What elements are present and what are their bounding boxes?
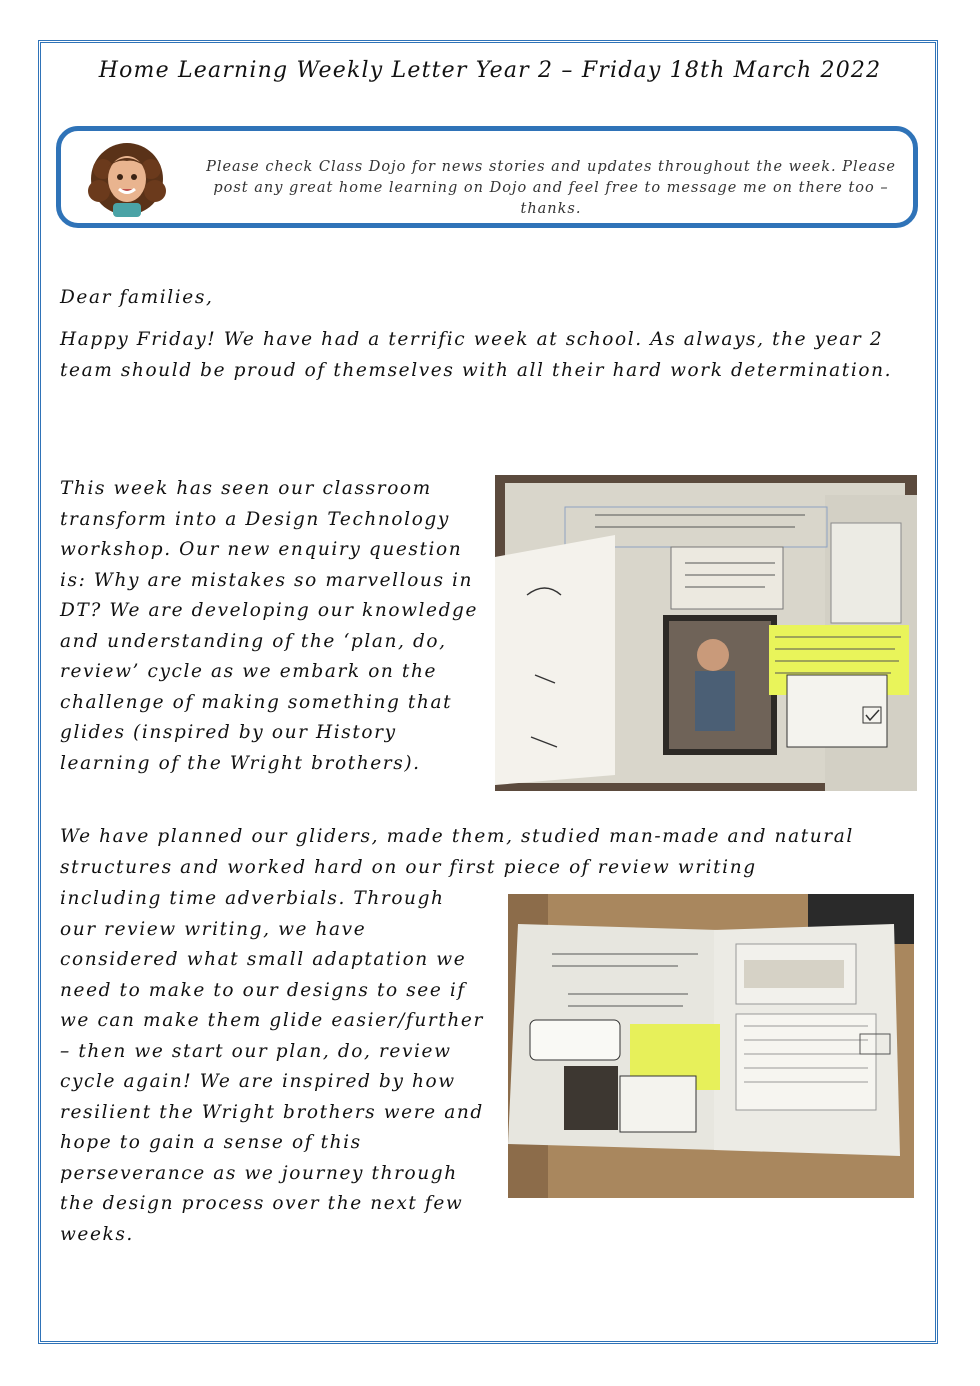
workbook-photo-1 (495, 475, 917, 791)
paragraph-2: This week has seen our classroom transform into a Design Technology workshop. Our new enquiry question is: Why are mistakes so marvellous in DT? We are developing our knowledge and understanding of the ‘plan, do, review’ cycle as we embark on the challenge of making something that glides (inspired by our History learning of the Wright brothers). (60, 478, 479, 774)
paragraph-1: Happy Friday! We have had a terrific week at school. As always, the year 2 team should be proud of themselves with all their hard work determination. (60, 329, 893, 381)
teacher-avatar (83, 135, 171, 223)
paragraph-3: We have planned our gliders, made them, studied man-made and natural structures and worked hard on our first piece of review writing (60, 826, 854, 878)
workbook-photo-2 (508, 894, 914, 1198)
greeting: Dear families, (60, 287, 214, 308)
paragraph-4: including time adverbials. Through our review writing, we have considered what small adaptation we need to make to our designs to see if we can make them glide easier/further – then we start our plan, do, review cycle again! We are inspired by how resilient the Wright brothers were and hope to gain a sense of this perseverance as we journey through the design process over the next few weeks. (60, 888, 484, 1245)
page-title: Home Learning Weekly Letter Year 2 – Friday 18th March 2022 (98, 58, 882, 83)
notice-box (56, 126, 918, 228)
notice-text: Please check Class Dojo for news stories and updates throughout the week. Please post any great home learning on Dojo and feel free to message me on there too – thanks. (206, 159, 896, 217)
